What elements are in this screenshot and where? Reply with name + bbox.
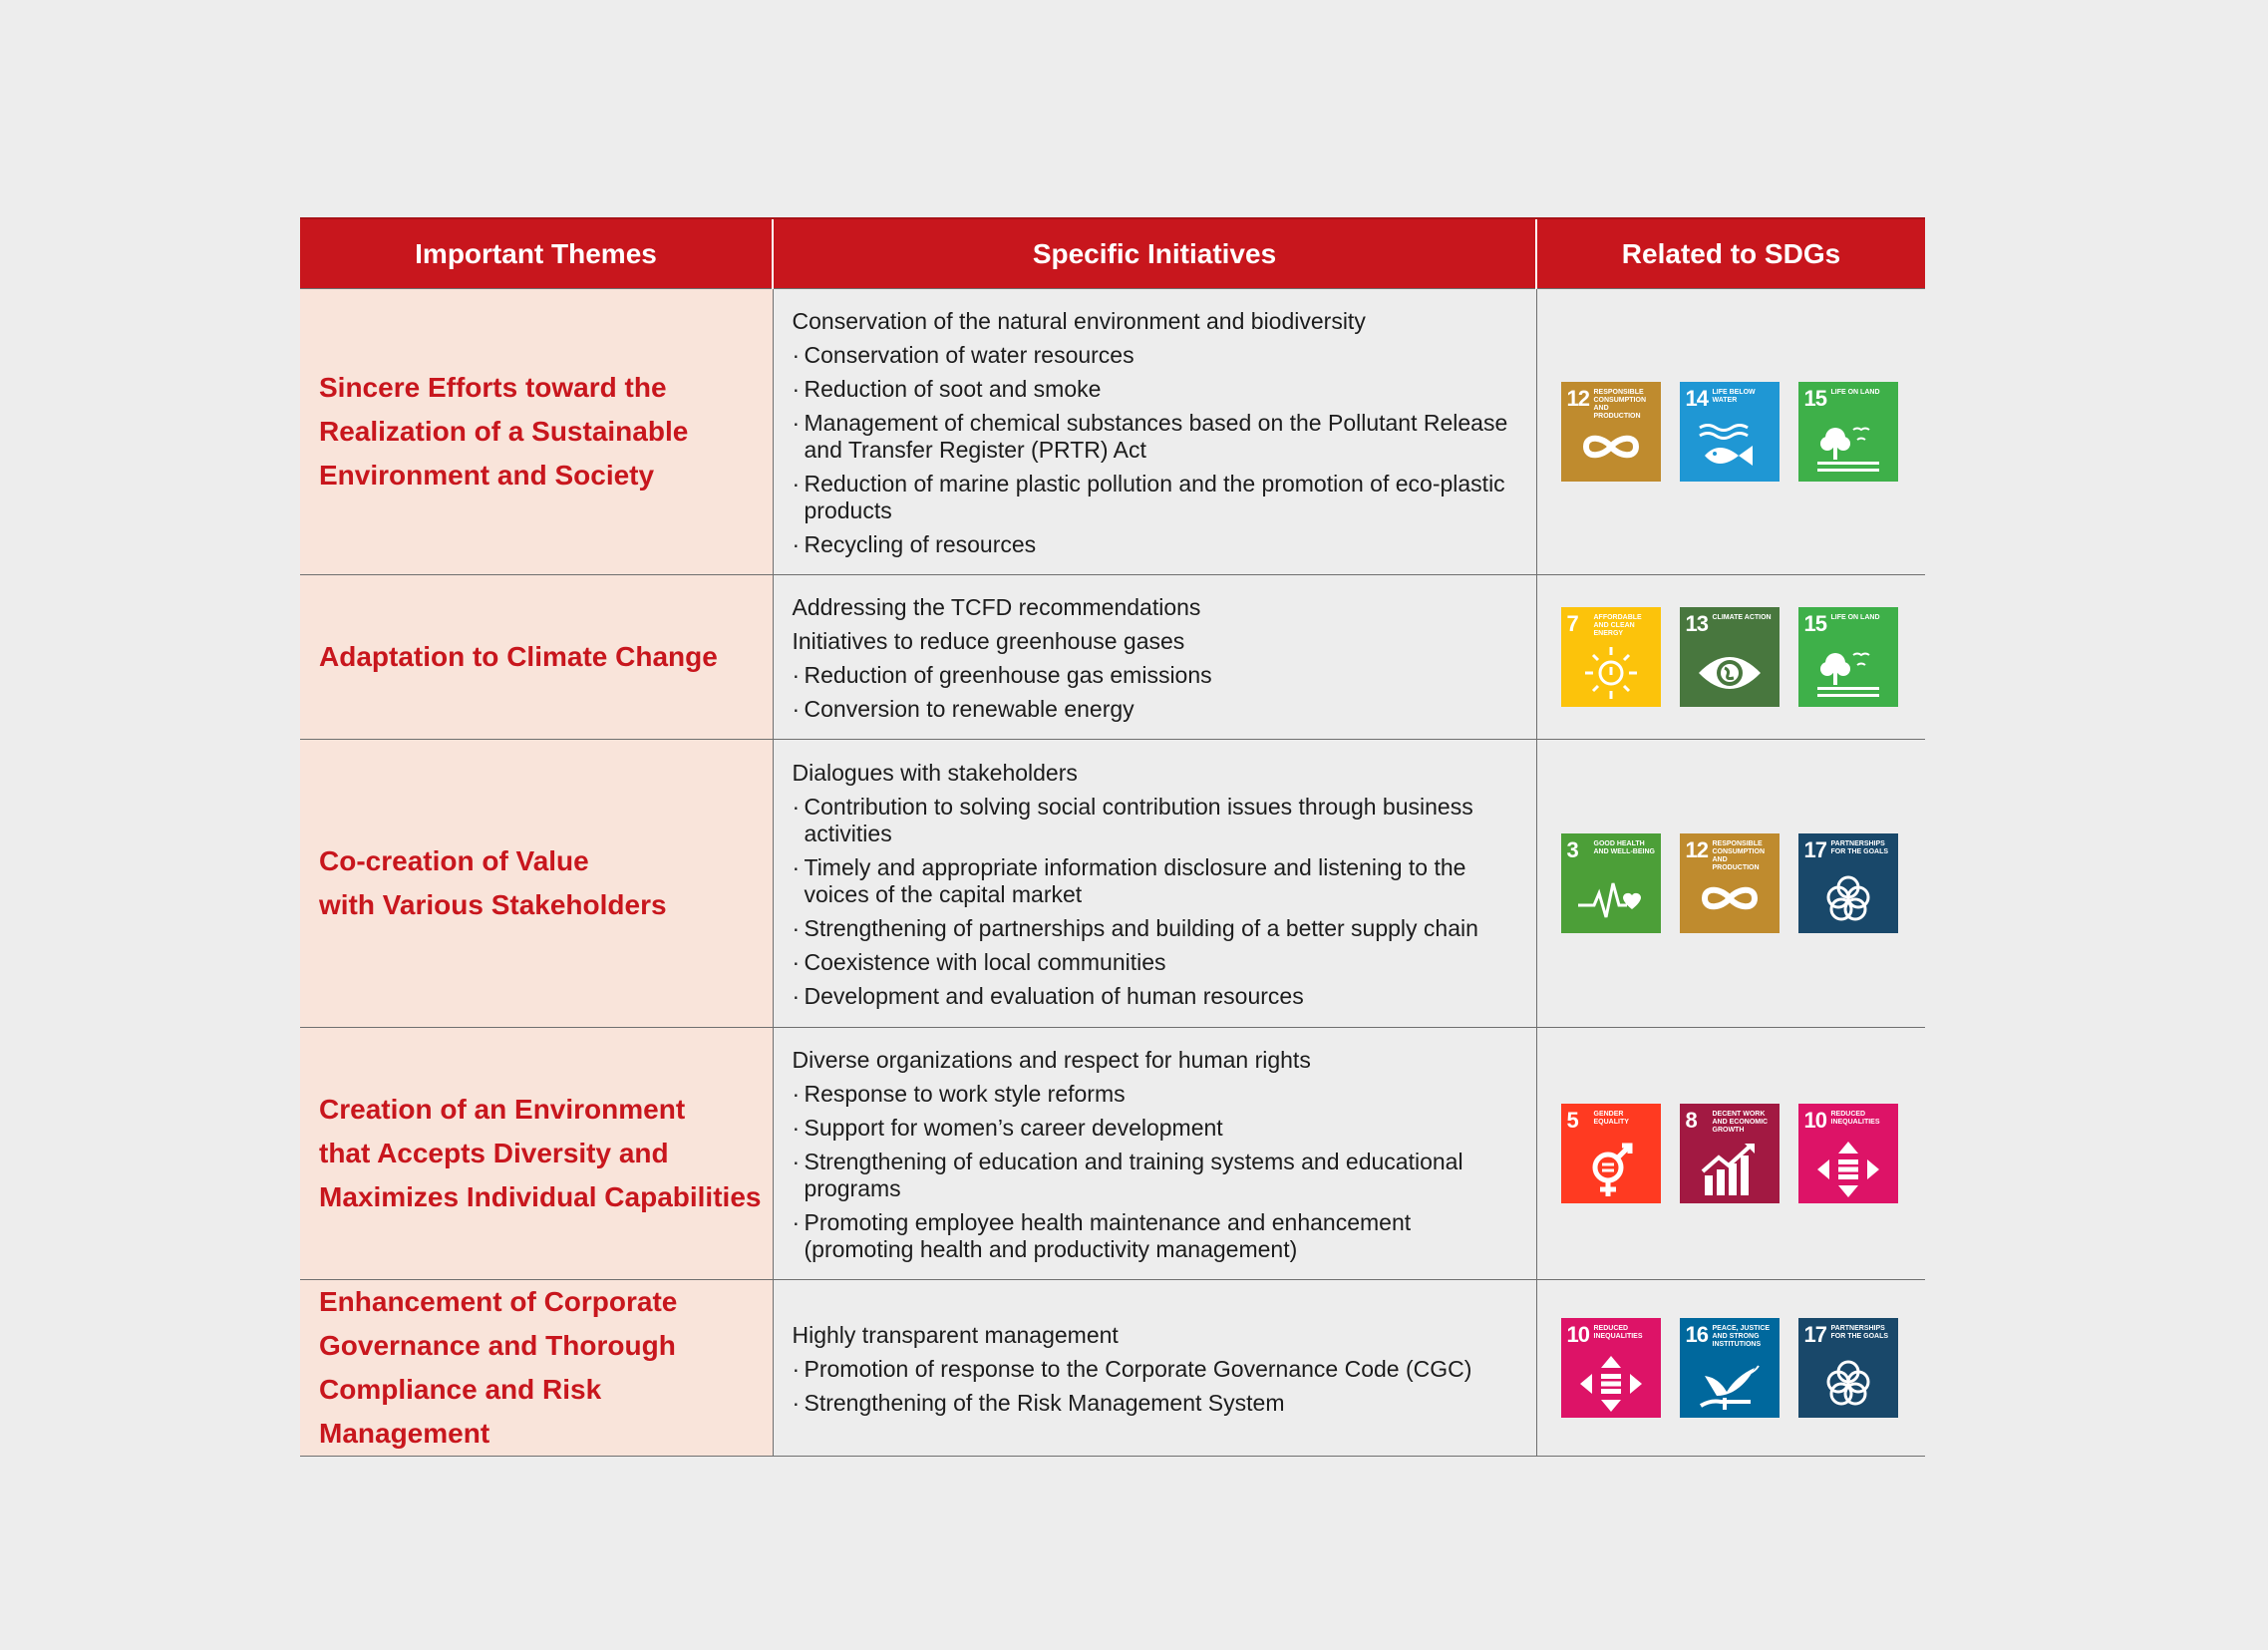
theme-cell [300, 289, 773, 575]
sdg-number: 14 [1685, 386, 1708, 411]
theme-line: with Various Stakeholders [319, 889, 667, 920]
sdg-label: PARTNERSHIPS FOR THE GOALS [1830, 1325, 1889, 1340]
sdg-label: LIFE ON LAND [1830, 614, 1880, 621]
initiative-bullet: · Coexistence with local communities [793, 949, 1518, 976]
sdg-label: GOOD HEALTH AND WELL-BEING [1593, 840, 1655, 855]
initiatives-cell [773, 740, 1536, 1028]
sdg-icon-group [1561, 1104, 1926, 1203]
table-row [300, 740, 1925, 1028]
sdg-label: RESPONSIBLE CONSUMPTION AND PRODUCTION [1593, 389, 1646, 420]
eye-icon [1695, 643, 1765, 701]
sdg-icon-group [1561, 833, 1926, 933]
sdg-number: 16 [1685, 1322, 1708, 1347]
initiative-bullet: · Strengthening of partnerships and building of a better supply chain [793, 915, 1518, 942]
initiative-bullet: · Strengthening of the Risk Management System [793, 1390, 1518, 1417]
theme-line: Adaptation to Climate Change [319, 641, 718, 672]
sdg-number: 8 [1685, 1108, 1697, 1133]
initiative-heading: Diverse organizations and respect for human rights [792, 1046, 1311, 1073]
sdg-number: 17 [1803, 1322, 1826, 1347]
table-header [300, 218, 1925, 289]
sdg-15-tile [1798, 607, 1898, 707]
growth-chart-icon [1695, 1140, 1765, 1197]
header-specific-initiatives: Specific Initiatives [773, 218, 1536, 289]
heartbeat-icon [1576, 869, 1646, 927]
sdg-16-tile [1680, 1318, 1780, 1418]
sdg-17-tile [1798, 833, 1898, 933]
initiative-heading: Highly transparent management [792, 1321, 1119, 1348]
theme-line: Compliance and Risk Management [319, 1374, 602, 1449]
sdg-15-tile [1798, 382, 1898, 482]
sdg-number: 7 [1566, 611, 1578, 636]
table-body [300, 289, 1925, 1457]
initiative-bullet: · Timely and appropriate information disclosure and listening to the voices of the capital market [793, 854, 1518, 908]
sdg-label: RESPONSIBLE CONSUMPTION AND PRODUCTION [1712, 840, 1765, 871]
theme-line: Creation of an Environment [319, 1094, 686, 1125]
sdg-number: 10 [1566, 1322, 1589, 1347]
theme-line: Realization of a Sustainable [319, 416, 689, 447]
theme-line: that Accepts Diversity and [319, 1138, 669, 1168]
sdg-7-tile [1561, 607, 1661, 707]
sdg-3-tile [1561, 833, 1661, 933]
sdg-number: 12 [1685, 837, 1708, 862]
header-important-themes: Important Themes [300, 218, 773, 289]
theme-line: Environment and Society [319, 460, 655, 491]
initiative-bullet: · Support for women’s career development [793, 1115, 1518, 1142]
gender-icon [1576, 1140, 1646, 1197]
sdg-label: REDUCED INEQUALITIES [1830, 1111, 1880, 1126]
sdg-12-tile [1561, 382, 1661, 482]
theme-cell [300, 1028, 773, 1280]
sdg-icon-group [1561, 607, 1926, 707]
initiative-bullet: · Recycling of resources [793, 531, 1518, 558]
sdg-5-tile [1561, 1104, 1661, 1203]
sdg-label: PARTNERSHIPS FOR THE GOALS [1830, 840, 1889, 855]
initiative-bullet: · Reduction of marine plastic pollution and the promotion of eco-plastic products [793, 471, 1518, 524]
dove-icon [1695, 1354, 1765, 1412]
sdg-number: 13 [1685, 611, 1708, 636]
theme-line: Sincere Efforts toward the [319, 372, 667, 403]
initiative-bullet: · Reduction of greenhouse gas emissions [793, 662, 1518, 689]
initiative-bullet: · Contribution to solving social contribution issues through business activities [793, 794, 1518, 847]
sdg-label: LIFE ON LAND [1830, 389, 1880, 396]
initiative-bullet: · Conservation of water resources [793, 342, 1518, 369]
initiative-heading: Addressing the TCFD recommendations [792, 593, 1201, 620]
theme-cell [300, 575, 773, 740]
sdg-number: 17 [1803, 837, 1826, 862]
fish-icon [1695, 418, 1765, 476]
initiatives-cell [773, 289, 1536, 575]
initiative-bullet: · Conversion to renewable energy [793, 696, 1518, 723]
sdg-label: LIFE BELOW WATER [1712, 389, 1756, 404]
sdg-label: REDUCED INEQUALITIES [1593, 1325, 1643, 1340]
initiative-bullet: · Promotion of response to the Corporate Governance Code (CGC) [793, 1356, 1518, 1383]
sdg-8-tile [1680, 1104, 1780, 1203]
theme-line: Co-creation of Value [319, 845, 589, 876]
sdg-icons-cell [1536, 575, 1925, 740]
sdg-label: CLIMATE ACTION [1712, 614, 1772, 621]
theme-cell [300, 740, 773, 1028]
sdg-number: 5 [1566, 1108, 1578, 1133]
sdg-10-tile [1561, 1318, 1661, 1418]
initiative-bullet: · Management of chemical substances based on the Pollutant Release and Transfer Register (PRTR) Act [793, 410, 1518, 464]
sdg-themes-table [300, 217, 1925, 1457]
sdg-number: 15 [1803, 386, 1826, 411]
initiative-bullet: · Reduction of soot and smoke [793, 376, 1518, 403]
initiative-heading: Conservation of the natural environment and biodiversity [792, 307, 1366, 334]
equality-arrows-icon [1813, 1140, 1883, 1197]
sdg-10-tile [1798, 1104, 1898, 1203]
sdg-number: 10 [1803, 1108, 1826, 1133]
theme-cell [300, 1280, 773, 1457]
table-row [300, 289, 1925, 575]
initiatives-cell [773, 1280, 1536, 1457]
sdg-label: DECENT WORK AND ECONOMIC GROWTH [1712, 1111, 1769, 1134]
sdg-label: GENDER EQUALITY [1593, 1111, 1629, 1126]
rings-icon [1813, 1354, 1883, 1412]
table-row [300, 1028, 1925, 1280]
initiative-bullet: · Strengthening of education and training systems and educational programs [793, 1149, 1518, 1202]
initiatives-cell [773, 575, 1536, 740]
sdg-icon-group [1561, 382, 1926, 482]
initiative-heading: Initiatives to reduce greenhouse gases [792, 627, 1185, 654]
sdg-number: 15 [1803, 611, 1826, 636]
sdg-icons-cell [1536, 289, 1925, 575]
tree-icon [1813, 418, 1883, 476]
initiative-bullet: · Response to work style reforms [793, 1081, 1518, 1108]
header-related-sdgs: Related to SDGs [1536, 218, 1925, 289]
sdg-13-tile [1680, 607, 1780, 707]
initiatives-cell [773, 1028, 1536, 1280]
sun-icon [1576, 643, 1646, 701]
theme-line: Enhancement of Corporate [319, 1286, 678, 1317]
sdg-label: AFFORDABLE AND CLEAN ENERGY [1593, 614, 1642, 637]
initiative-heading: Dialogues with stakeholders [792, 759, 1078, 786]
infinity-icon [1576, 418, 1646, 476]
table-row [300, 575, 1925, 740]
sdg-17-tile [1798, 1318, 1898, 1418]
table-row [300, 1280, 1925, 1457]
sdg-number: 12 [1566, 386, 1589, 411]
sdg-icons-cell [1536, 1028, 1925, 1280]
equality-arrows-icon [1576, 1354, 1646, 1412]
sdg-icons-cell [1536, 1280, 1925, 1457]
initiative-bullet: · Development and evaluation of human resources [793, 983, 1518, 1010]
sdg-number: 3 [1566, 837, 1578, 862]
theme-line: Maximizes Individual Capabilities [319, 1181, 762, 1212]
sdg-icons-cell [1536, 740, 1925, 1028]
sdg-label: PEACE, JUSTICE AND STRONG INSTITUTIONS [1712, 1325, 1771, 1348]
sdg-14-tile [1680, 382, 1780, 482]
tree-icon [1813, 643, 1883, 701]
sdg-12-tile [1680, 833, 1780, 933]
rings-icon [1813, 869, 1883, 927]
sdg-icon-group [1561, 1318, 1926, 1418]
initiative-bullet: · Promoting employee health maintenance and enhancement (promoting health and productivity management) [793, 1209, 1518, 1263]
infinity-icon [1695, 869, 1765, 927]
theme-line: Governance and Thorough [319, 1330, 676, 1361]
